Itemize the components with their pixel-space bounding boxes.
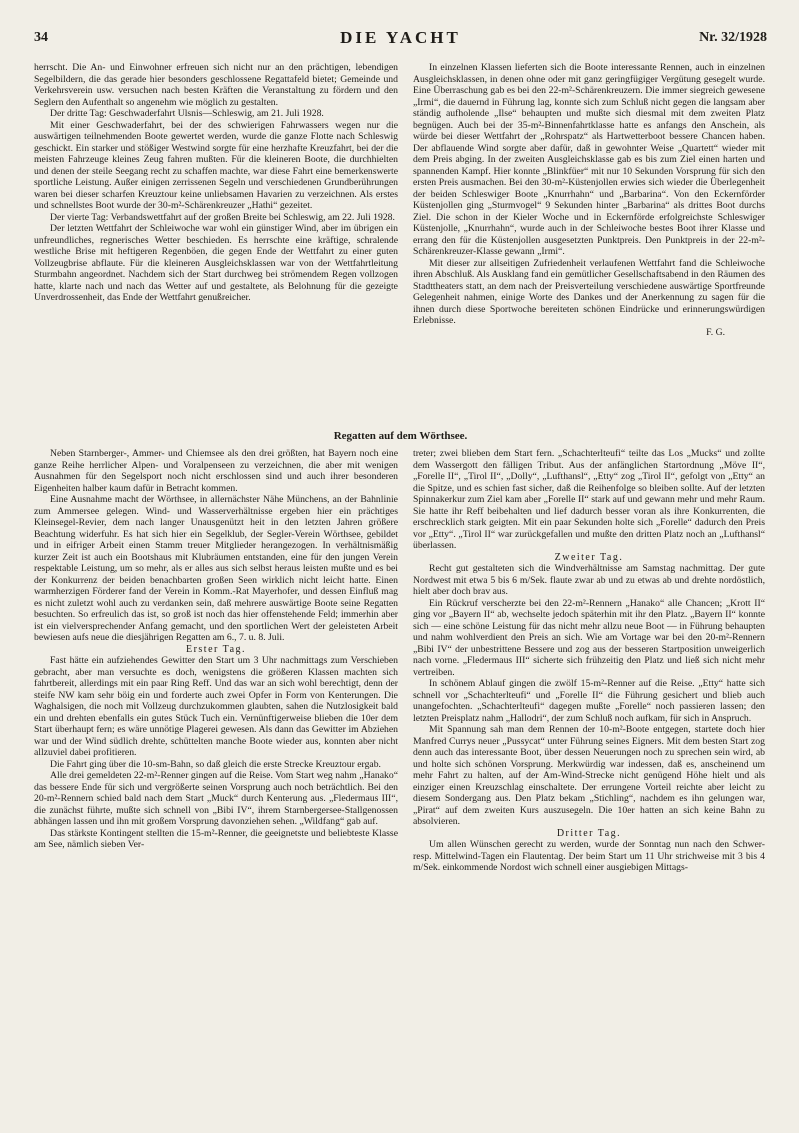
paragraph: Ein Rückruf verscherzte bei den 22-m²-Rennern „Hanako“ alle Chancen; „Krott II“ ging vor „Bayern II“ ab, wechselte jedoch späterhin mit ihr den Platz. „Bayern II“ konnte sich — eine schöne Leistung für das nicht mehr allzu neue Boot — in Führung behaupten und nahm wohlverdient den Preis an sich. Wie am Vortage war bei den 20-m²-Rennern „Bibi IV“ der unbestrittene Bessere und zog aus der besseren Startposition unweigerlich nach vorne. „Fledermaus III“ sicherte sich frühzeitig den Platz und ließ sich nicht mehr vertreiben.: [413, 597, 765, 678]
paragraph: Mit einer Geschwaderfahrt, bei der des schwierigen Fahrwassers wegen nur die auswärtigen teilnehmenden Boote gewertet werden, wurde die ganze Flotte nach Schleswig geschickt. Ein starker und stößiger Westwind sorgte für eine herzhafte Kreuzfahrt, bei der die meisten Fahrzeuge kleines Zeug fahren mußten. Für die kleineren Boote, die durchhielten und denen der steile Seegang recht zu schaffen machte, war diese Fahrt eine bemerkenswerte sportliche Leistung. Außer einigen zerrissenen Segeln und verschiedenen Grundberührungen waren bei dieser scharfen Kreuztour keine unliebsamen Havarien zu verzeichnen. Als erstes und schnellstes Boot wurde der 30-m²-Schärenkreuzer „Hathi“ gezeitet.: [34, 119, 398, 211]
paragraph: Recht gut gestalteten sich die Windverhältnisse am Samstag nachmittag. Der gute Nordwest mit etwa 5 bis 6 m/Sek. flaute zwar ab und zu etwas ab und drehte nordöstlich, hielt aber doch brav aus.: [413, 563, 765, 597]
paragraph: Um allen Wünschen gerecht zu werden, wurde der Sonntag nun nach den Schwer- resp. Mittelwind-Tagen ein Flautentag. Der beim Start um 11 Uhr strichweise mit 3 bis 4 m/Sek. einkommende Nordost wich schnell einer ausgiebigen Mittags-: [413, 839, 765, 873]
paragraph: Die Fahrt ging über die 10-sm-Bahn, so daß gleich die erste Strecke Kreuztour ergab.: [50, 758, 381, 770]
page-header: [34, 30, 767, 52]
section-heading: Dritter Tag.: [556, 827, 622, 839]
top-right-column: [413, 62, 765, 338]
issue-number: Nr. 32/1928: [699, 30, 767, 45]
paragraph: Der vierte Tag: Verbandswettfahrt auf der großen Breite bei Schleswig, am 22. Juli 1928.: [50, 211, 395, 223]
paragraph: Fast hätte ein aufziehendes Gewitter den Start um 3 Uhr nachmittags zum Verschieben gebracht, aber man versuchte es doch, wenigstens die größeren Klassen machten sich fahrtbereit, allerdings mit ein paar Ring Reff. Und das war an sich wohl berechtigt, denn der steife NW kam sehr böig ein und forderte auch zwei Opfer in Form von Kenterungen. Die Waghalsigen, die noch mit Vollzeug durchzukommen glaubten, sahen die Nutzlosigkeit bald ein und drehten ebenfalls ein gutes Stück Tuch ein. Vernünftigerweise blieben die 10er dem Start überhaupt fern; es wäre unnötige Plagerei gewesen. Als dann das Gewitter im Abziehen war und der Wind südlich drehte, schüttelten manche Boote wieder aus, konnten aber nicht allzuviel dabei profitieren.: [34, 655, 398, 758]
paragraph: Das stärkste Kontingent stellten die 15-m²-Renner, die geeignetste und beliebteste Klasse am See, nämlich sieben Ver-: [34, 827, 398, 850]
paragraph: In schönem Ablauf gingen die zwölf 15-m²-Renner auf die Reise. „Etty“ hatte sich schnell vor „Schachterlteufi“ und „Forelle II“ die Führung gesichert und blieb auch unangefochten. „Schachterlteufi“ dagegen mußte „Forelle“ noch passieren lassen; den letzten Preisplatz nahm „Hallodri“, der zum Schluß noch aufkam, für sich in Anspruch.: [413, 678, 765, 724]
paragraph: In einzelnen Klassen lieferten sich die Boote interessante Rennen, auch in einzelnen Ausgleichsklassen, in denen ohne oder mit ganz geringfügiger Vergütung gesegelt wurde. Eine Überraschung gab es bei den 22-m²-Schärenkreuzern. Die immer siegreich gewesene „Irmi“, die dauernd in Führung lag, konnte sich zum Schluß nicht gegen die langsam aber ständig aufholende „Ilse“ behaupten und mußte sich diesmal mit dem zweiten Platz begnügen. Auch bei der 35-m²-Binnenfahrtklasse hatte es anfangs den Anschein, als würde bei dieser Wettfahrt der „Rohrspatz“ als Hartwetterboot bessere Chancen haben. Der abflauende Wind sorgte aber dafür, daß in gewohnter Weise „Quartett“ wieder mit dem Preis abging. In der zweiten Ausgleichsklasse gab es bis zum Ziel einen harten und spannenden Kampf. Hier konnte „Blinkfüer“ mit nur 10 Sekunden Vorsprung für sich den ersten Preis ausmachen. Bei den 30-m²-Küstenjollen erwies sich wieder die Überlegenheit der beiden Schleswiger Boote „Knurrhahn“ und „Barbarina“. Von den Eckernförder Küstenjollen ging „Sturmvogel“ 9 Sekunden hinter „Barbarina“ als drittes Boot durchs Ziel. Die schon in der Kieler Woche und in Eckernförde erfolgreichste Schleswiger Küstenjolle, „Knurrhahn“, wurde auch in der Schleiwoche bestes Boot ihrer Klasse und errang den für die Küstenjollen ausgesetzten Punktpreis. Den Punktpreis in der 22-m²-Schärenkreuzer-Klasse gewann „Irmi“.: [413, 62, 765, 257]
bottom-right-column: [413, 448, 765, 874]
section-heading: Erster Tag.: [185, 643, 247, 655]
paragraph: herrscht. Die An- und Einwohner erfreuen sich nicht nur an den prächtigen, lebendigen Segelbildern, die das gerade hier besonders geschlossene Regattafeld bietet; Gemeinde und Verkehrsverein usw. versuchen nach besten Kräften die Veranstaltung zu fördern und den Seglern den Aufenthalt so angenehm wie möglich zu gestalten.: [34, 62, 398, 108]
bottom-left-column: [34, 448, 398, 851]
section-heading: Zweiter Tag.: [554, 551, 624, 563]
paragraph: Neben Starnberger-, Ammer- und Chiemsee als den drei größten, hat Bayern noch eine ganze Reihe herrlicher Alpen- und Voralpenseen zu verzeichnen, die aber mit wenigen Ausnahmen für den Segelsport noch nicht erschlossen sind und auch ihrer besonderen Eigenheiten halber kaum dafür in Betracht kommen.: [34, 448, 398, 494]
paragraph: treter; zwei blieben dem Start fern. „Schachterlteufi“ teilte das Los „Mucks“ und zollte dem Wassergott den fälligen Tribut. Aus der anfänglichen Startordnung „Möve II“, „Forelle II“, „Tirol II“, „Dolly“, „Lufthansl“, „Etty“ zog „Tirol II“, gefolgt von „Etty“ an die Spitze, und es schien fast sicher, daß die Reihenfolge so bleiben sollte. Auf der letzten Spinnakerkur zum Ziel kam aber „Forelle II“ stark auf und gewann mehr und mehr Raum. Sie hatte ihr Reff beibehalten und lief dadurch besser voran als ihre Konkurrenten, die erschrecklich stark geigten. Mit ein paar Sekunden holte sich „Forelle“ dadurch den Preis vor „Etty“. „Tirol II“ war zurückgefallen und mußte den dritten Platz noch an „Lufthansl“ überlassen.: [413, 448, 765, 551]
paragraph: Der letzten Wettfahrt der Schleiwoche war wohl ein günstiger Wind, aber im übrigen ein unfreundliches, regnerisches Wetter beschieden. Es herrschte eine kräftige, schralende westliche Brise mit heftigeren Regenböen, die gegen Ende der Wettfahrt zu einer guten Vollzeugbrise abflaute. Für die kleineren Ausgleichsklassen war von der Wettfahrtleitung Sturmbahn angeordnet. Nachdem sich der Start durchweg bei strömendem Regen vollzogen hatte, klarte nach und nach das Wetter auf und gestaltete, als Belohnung für die gezeigte Unverdrossenheit, das Ende der Wettfahrt genußreicher.: [34, 223, 398, 303]
article-title: Regatten auf dem Wörthsee.: [333, 430, 468, 442]
top-left-column: [34, 62, 398, 304]
paragraph: Eine Ausnahme macht der Wörthsee, in allernächster Nähe Münchens, an der Bahnlinie zum Ammersee gelegen. Wind- und Wasserverhältnisse ergeben hier ein prächtiges Kleinsegel-Revier, dem nach langer Unausgenützt heit in den letzten Jahren größere Beachtung widerfuhr. Es hat sich hier ein Segelklub, der Segler-Verein Wörthsee, gebildet und in eifriger Arbeit einen Stamm treuer Mitglieder herangezogen. In verhältnismäßig kurzer Zeit ist auch ein Bootshaus mit Klubräumen entstanden, eine für den jungen Verein respektable Leistung, um so mehr, als er alles aus sich selbst heraus leisten mußte und es bei der Konkurrenz der beiden benachbarten großen Seen wirklich nicht leicht hatte. Einen warmherzigen Förderer fand der Verein in Komm.-Rat Mayerhofer, und dessen Einfluß mag es nicht zuletzt wohl auch zu verdanken sein, daß mehrere auswärtige Boote seine Regatten besuchten. So erfreulich das ist, so groß ist noch das hier offenstehende Feld; immerhin aber ist ein vielversprechender Anfang gemacht, und den sportlichen Wert der geleisteten Arbeit bewiesen aufs neue die diesjährigen Regatten am 6., 7. u. 8. Juli.: [34, 494, 398, 643]
paragraph: Mit Spannung sah man dem Rennen der 10-m²-Boote entgegen, startete doch hier Manfred Currys neuer „Pussycat“ unter Führung seines Eigners. Mit dem besten Start zog denn auch das interessante Boot, über dessen Neuerungen noch zu sprechen sein wird, ab und holte sich schönen Vorsprung. Merkwürdig war indessen, daß es, anscheinend um mehr Fahrt zu halten, auf der Am-Wind-Strecke nicht genügend Höhe hielt und als einziger einen Kreuzschlag einschaltete. Der errungene Vorteil reichte aber leicht zu diesem Sondergang aus. Den Platz bekam „Stichling“, nachdem es ihn gelungen war, „Pirat“ auf dem zweiten Kurs auszusegeln. Die 10er hatten an sich keine Bahn zu absolvieren.: [413, 724, 765, 827]
paragraph: Der dritte Tag: Geschwaderfahrt Ulsnis—Schleswig, am 21. Juli 1928.: [50, 108, 324, 119]
paragraph: Mit dieser zur allseitigen Zufriedenheit verlaufenen Wettfahrt fand die Schleiwoche ihren Abschluß. Als Ausklang fand ein gemütlicher Gesellschaftsabend in den Räumen des Stadttheaters statt, an dem nach der Preisverteilung verschiedene auswärtige Sportfreunde Gelegenheit nahmen, einige Worte des Dankes und der Anerkennung zu sagen für die ihnen durch diese Sportwoche bereiteten schönen Eindrücke und erinnerungswürdigen Erlebnisse.: [413, 257, 765, 326]
page-number: 34: [34, 30, 48, 45]
magazine-title: DIE YACHT: [340, 28, 461, 47]
author-signature: F. G.: [706, 326, 725, 338]
paragraph: Alle drei gemeldeten 22-m²-Renner gingen auf die Reise. Vom Start weg nahm „Hanako“ das bessere Ende für sich und vergrößerte seinen Vorsprung auch noch beträchtlich. Bei den 20-m²-Rennern schied bald nach dem Start „Muck“ durch Kenterung aus. „Fledermaus III“, die zunächst führte, mußte sich schnell von „Bibi IV“, ihrem Starnbergersee-Stallgenossen abhängen lassen und ihn mit großem Vorsprung davonziehen sehen. „Wildfang“ gab auf.: [34, 770, 398, 827]
